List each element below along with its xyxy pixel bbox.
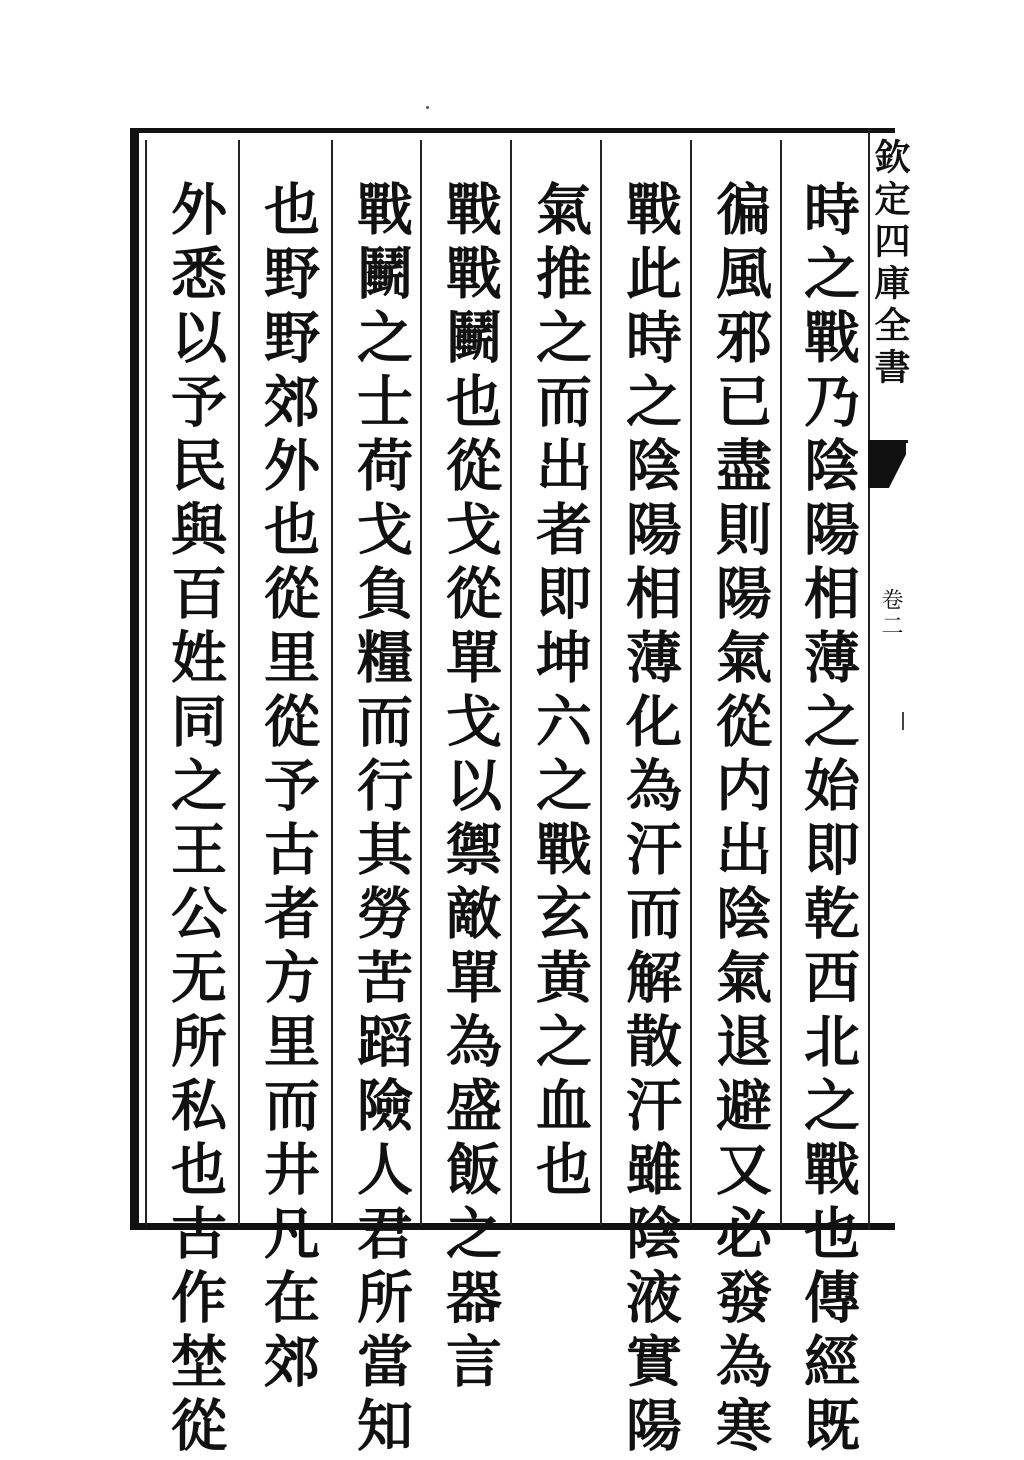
text-column-1: 時之戰乃陰陽相薄之始即乾西北之戰也傳經既 bbox=[795, 180, 861, 1460]
text-column-6: 戰鬭之士荷戈負糧而行其勞苦蹈險人君所當知 bbox=[348, 180, 414, 1460]
text-column-8: 外悉以予民與百姓同之王公无所私也古作埜從 bbox=[162, 180, 228, 1460]
text-column-4: 氣推之而出者即坤六之戰玄黄之血也 bbox=[527, 180, 593, 1204]
column-rule bbox=[238, 140, 240, 1225]
print-speck bbox=[426, 106, 429, 109]
text-column-2: 徧風邪已盡則陽氣從内出陰氣退避又必發為寒 bbox=[707, 180, 773, 1460]
text-column-7: 也野野郊外也從里從予古者方里而井凡在郊 bbox=[255, 180, 321, 1396]
inner-frame-line bbox=[145, 140, 147, 1225]
volume-label: 卷二 bbox=[878, 588, 903, 640]
column-rule bbox=[780, 140, 782, 1225]
column-rule bbox=[600, 140, 602, 1225]
text-column-5: 戰戰鬭也從戈從單戈以禦敵單為盛飯之器言 bbox=[437, 180, 503, 1396]
column-rule bbox=[690, 140, 692, 1225]
margin-tick bbox=[902, 712, 904, 730]
column-rule bbox=[510, 140, 512, 1225]
column-rule bbox=[331, 140, 333, 1225]
book-title: 欽定四庫全書 bbox=[869, 138, 911, 390]
text-column-3: 戰此時之陰陽相薄化為汗而解散汗雖陰液實陽 bbox=[617, 180, 683, 1460]
